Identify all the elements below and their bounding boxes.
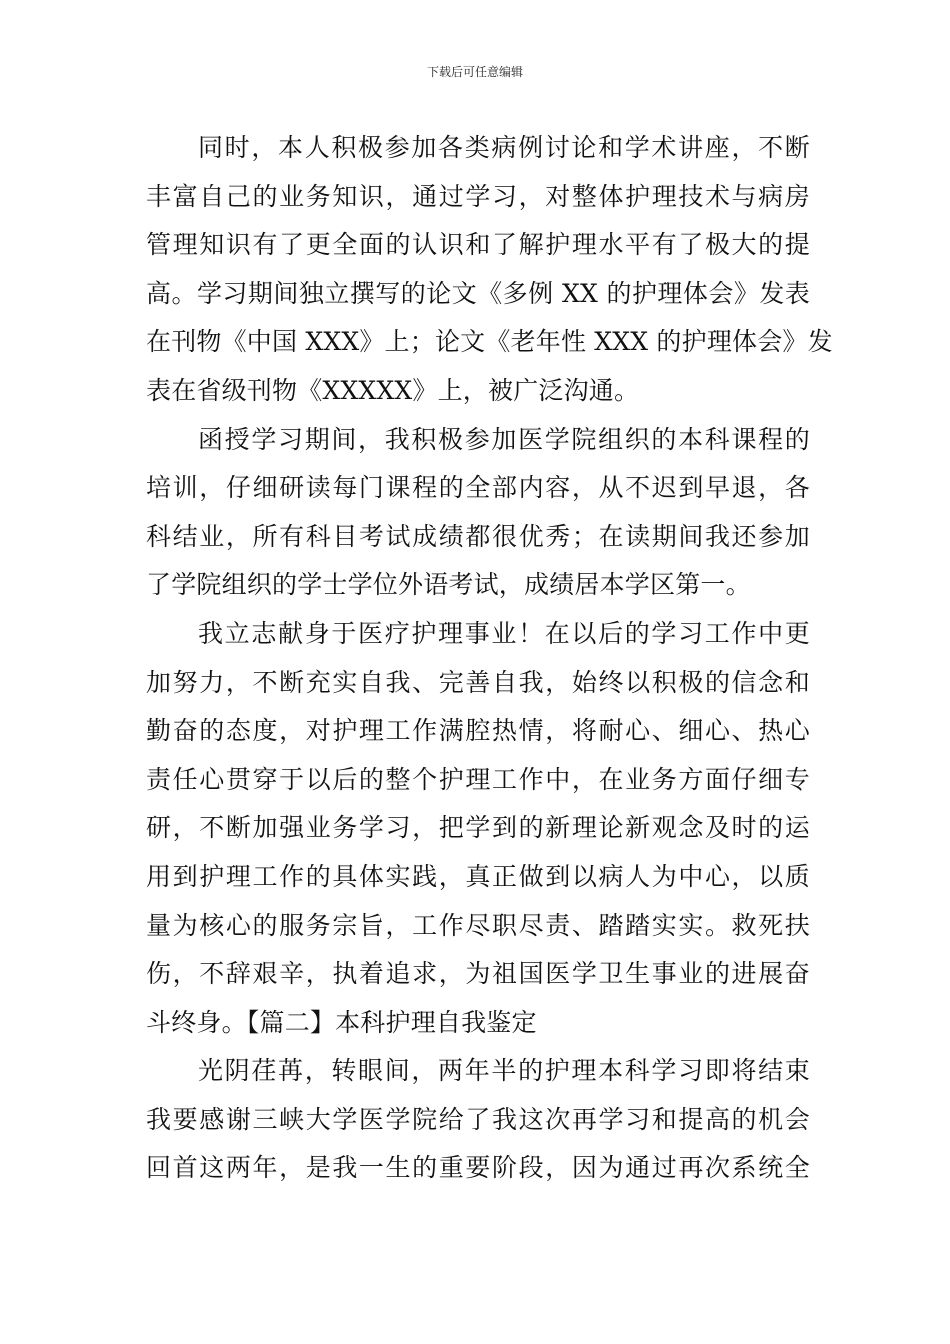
text-line: 同时，本人积极参加各类病例讨论和学术讲座，不断 [198,133,810,162]
text-line: 斗终身。【篇二】本科护理自我鉴定 [146,1007,537,1037]
paragraph-1 [146,124,833,416]
text-line: 我立志献身于医疗护理事业！在以后的学习工作中更 [198,618,810,648]
text-line: 责任心贯穿于以后的整个护理工作中，在业务方面仔细专 [146,764,810,794]
text-line: 管理知识有了更全面的认识和了解护理水平有了极大的提 [146,230,810,260]
paragraph-4 [146,1047,810,1193]
text-line: 科结业，所有科目考试成绩都很优秀；在读期间我还参加 [146,521,810,551]
page-header: 下载后可任意编辑 [426,65,523,79]
text-line: 函授学习期间，我积极参加医学院组织的本科课程的 [198,424,810,454]
text-line: 培训，仔细研读每门课程的全部内容，从不迟到早退，各 [146,473,810,503]
text-line: 表在省级刊物《XXXXX》上，被广泛沟通。 [146,375,640,405]
text-line: 丰富自己的业务知识，通过学习，对整体护理技术与病房 [146,181,810,211]
text-line: 在刊物《中国 XXX》上；论文《老年性 XXX 的护理体会》发 [146,327,833,357]
text-line: 用到护理工作的具体实践，真正做到以病人为中心，以质 [146,861,810,891]
text-line: 光阴荏苒，转眼间，两年半的护理本科学习即将结束 [198,1056,810,1086]
document-body [146,124,833,1193]
text-line: 量为核心的服务宗旨，工作尽职尽责、踏踏实实。救死扶 [146,910,810,940]
paragraph-3 [146,610,810,1047]
text-line: 伤，不辞艰辛，执着追求，为祖国医学卫生事业的进展奋 [146,959,810,989]
text-line: 高。学习期间独立撰写的论文《多例 XX 的护理体会》发表 [146,278,810,308]
text-line: 我要感谢三峡大学医学院给了我这次再学习和提高的机会 [146,1104,810,1134]
text-line: 勤奋的态度，对护理工作满腔热情，将耐心、细心、热心 [146,716,810,746]
text-line: 加努力，不断充实自我、完善自我，始终以积极的信念和 [146,667,810,697]
text-line: 了学院组织的学士学位外语考试，成绩居本学区第一。 [146,570,751,600]
text-line: 研，不断加强业务学习，把学到的新理论新观念及时的运 [146,813,810,843]
text-line: 回首这两年，是我一生的重要阶段，因为通过再次系统全 [146,1153,810,1183]
paragraph-2 [146,416,810,610]
